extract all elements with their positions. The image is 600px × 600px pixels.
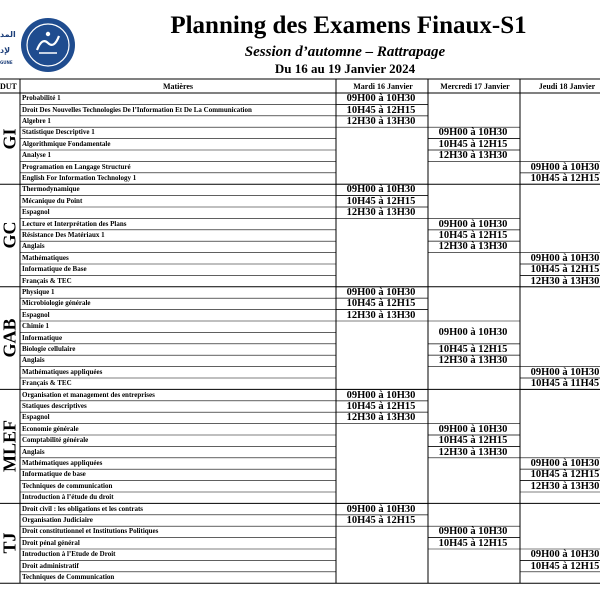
subject-cell: Espagnol: [22, 208, 50, 217]
department-name: GC: [0, 221, 20, 249]
subject-cell: English For Information Technology 1: [22, 174, 137, 182]
exam-time-slot: 10H45 à 12H15: [346, 298, 416, 310]
subject-cell: Analyse 1: [22, 151, 51, 160]
exam-time-slot: 09H00 à 10H30: [346, 93, 416, 105]
subject-cell: Organisation et management des entreprises: [22, 390, 155, 399]
exam-time-slot: 09H00 à 10H30: [530, 549, 600, 561]
header-day3: Jeudi 18 Janvier: [538, 82, 596, 91]
side-text-fragment: لإد: [0, 46, 11, 55]
exam-time-slot: 09H00 à 10H30: [346, 287, 416, 298]
subject-cell: Anglais: [22, 447, 45, 456]
exam-time-slot: 12H30 à 13H30: [438, 355, 508, 367]
department-label: [2, 503, 18, 583]
exam-time-slot: 12H30 à 13H30: [530, 275, 600, 287]
exam-time-slot: 09H00 à 10H30: [530, 252, 600, 264]
exam-time-slot: 10H45 à 12H15: [438, 435, 508, 447]
exam-time-slot: 10H45 à 12H15: [346, 104, 416, 116]
department-name: MLEF: [0, 420, 20, 473]
exam-time-slot: 10H45 à 11H45: [530, 378, 600, 390]
exam-time-slot: 09H00 à 10H30: [438, 526, 508, 538]
exam-time-slot: 12H30 à 13H30: [438, 241, 508, 253]
subject-cell: Droit administratif: [22, 561, 79, 570]
exam-time-slot: 12H30 à 13H30: [438, 150, 508, 162]
exam-time-slot: 09H00 à 10H30: [530, 161, 600, 173]
exam-time-slot: 12H30 à 13H30: [346, 207, 416, 219]
subject-cell: Droit constitutionnel et Institutions Politiques: [22, 527, 159, 536]
exam-time-slot: 09H00 à 10H30: [438, 326, 508, 338]
exam-time-slot: 12H30 à 13H30: [530, 480, 600, 492]
exam-time-slot: 10H45 à 12H15: [438, 138, 508, 150]
exam-time-slot: 12H30 à 13H30: [438, 446, 508, 458]
subject-cell: Français & TEC: [22, 379, 72, 388]
exam-time-slot: 10H45 à 12H15: [530, 173, 600, 184]
side-text-fragment: GUNE: [0, 60, 13, 65]
subject-cell: Techniques de Communication: [22, 573, 115, 581]
subject-cell: Mathématiques appliquées: [22, 367, 103, 376]
subject-cell: Thermodynamique: [22, 185, 80, 194]
exam-time-slot: 10H45 à 12H15: [346, 515, 416, 526]
subject-cell: Programation en Langage Structuré: [22, 162, 131, 171]
subject-cell: Mécanique du Point: [22, 196, 83, 205]
page-title: Planning des Examens Finaux-S1: [170, 12, 527, 39]
department-label: [2, 287, 18, 390]
department-label: [2, 389, 18, 503]
department-name: TJ: [0, 532, 20, 554]
subject-cell: Anglais: [22, 356, 45, 365]
subject-cell: Microbiologie générale: [22, 299, 91, 308]
subject-cell: Probabilité 1: [22, 94, 61, 103]
exam-time-slot: 10H45 à 12H15: [530, 560, 600, 572]
exam-time-slot: 12H30 à 13H30: [346, 116, 416, 127]
side-text-fragment: المد: [0, 30, 16, 39]
subject-cell: Economie générale: [22, 424, 79, 433]
exam-time-slot: 10H45 à 12H15: [530, 264, 600, 276]
exam-time-slot: 09H00 à 10H30: [438, 423, 508, 435]
exam-time-slot: 10H45 à 12H15: [346, 401, 416, 412]
subject-cell: Lecture et Interprétation des Plans: [22, 219, 127, 228]
exam-time-slot: 10H45 à 12H15: [530, 469, 600, 481]
exam-time-slot: 09H00 à 10H30: [346, 503, 416, 515]
subject-cell: Droit Des Nouvelles Technologies De l’Information Et De La Communication: [22, 105, 252, 114]
session-dates: Du 16 au 19 Janvier 2024: [274, 61, 416, 76]
subject-cell: Introduction à l’étude du droit: [22, 493, 114, 502]
subject-cell: Introduction à l’Etude de Droit: [22, 550, 116, 559]
department-label: [2, 184, 18, 287]
exam-time-slot: 09H00 à 10H30: [346, 389, 416, 401]
exam-time-slot: 09H00 à 10H30: [438, 127, 508, 139]
department-name: GAB: [0, 318, 20, 358]
subject-cell: Mathématiques appliquées: [22, 459, 103, 467]
subject-cell: Informatique de Base: [22, 265, 87, 274]
subject-cell: Droit pénal général: [22, 538, 80, 547]
exam-time-slot: 09H00 à 10H30: [346, 184, 416, 196]
subject-cell: Chimie 1: [22, 322, 50, 331]
department-name: GI: [0, 128, 20, 150]
subject-cell: Espagnol: [22, 413, 50, 422]
subject-cell: Résistance Des Matériaux 1: [22, 231, 105, 239]
subject-cell: Physique 1: [22, 288, 55, 296]
exam-time-slot: 12H30 à 13H30: [346, 412, 416, 424]
exam-time-slot: 09H00 à 10H30: [530, 458, 600, 469]
header-day1: Mardi 16 Janvier: [353, 82, 413, 91]
exam-time-slot: 09H00 à 10H30: [438, 218, 508, 230]
header-dept: DUT: [0, 82, 17, 91]
subject-cell: Espagnol: [22, 310, 50, 319]
session-subtitle: Session d’automne – Rattrapage: [244, 44, 446, 60]
subject-cell: Techniques de communication: [22, 481, 113, 490]
subject-cell: Droit civil : les obligations et les contrats: [22, 504, 143, 513]
header-day2: Mercredi 17 Janvier: [440, 82, 510, 91]
exam-time-slot: 10H45 à 12H15: [438, 344, 508, 355]
subject-cell: Anglais: [22, 242, 45, 251]
subject-cell: Comptabilité générale: [22, 436, 89, 445]
subject-cell: Français & TEC: [22, 276, 72, 285]
exam-time-slot: 10H45 à 12H15: [438, 537, 508, 549]
department-label: [2, 93, 18, 184]
subject-cell: Informatique: [22, 333, 63, 342]
exam-time-slot: 10H45 à 12H15: [438, 230, 508, 241]
header-matieres: Matières: [162, 82, 194, 91]
subject-cell: Mathématiques: [22, 253, 69, 262]
exam-time-slot: 10H45 à 12H15: [346, 195, 416, 207]
subject-cell: Organisation Judiciaire: [22, 516, 93, 524]
subject-cell: Biologie cellulaire: [22, 345, 76, 353]
subject-cell: Informatique de base: [22, 470, 86, 479]
subject-cell: Algebre 1: [22, 117, 51, 125]
exam-time-slot: 09H00 à 10H30: [530, 366, 600, 378]
subject-cell: Algorithmique Fondamentale: [22, 139, 111, 148]
subject-cell: Statistique Descriptive 1: [22, 128, 95, 137]
subject-cell: Statiques descriptives: [22, 402, 87, 410]
exam-time-slot: 12H30 à 13H30: [346, 309, 416, 321]
